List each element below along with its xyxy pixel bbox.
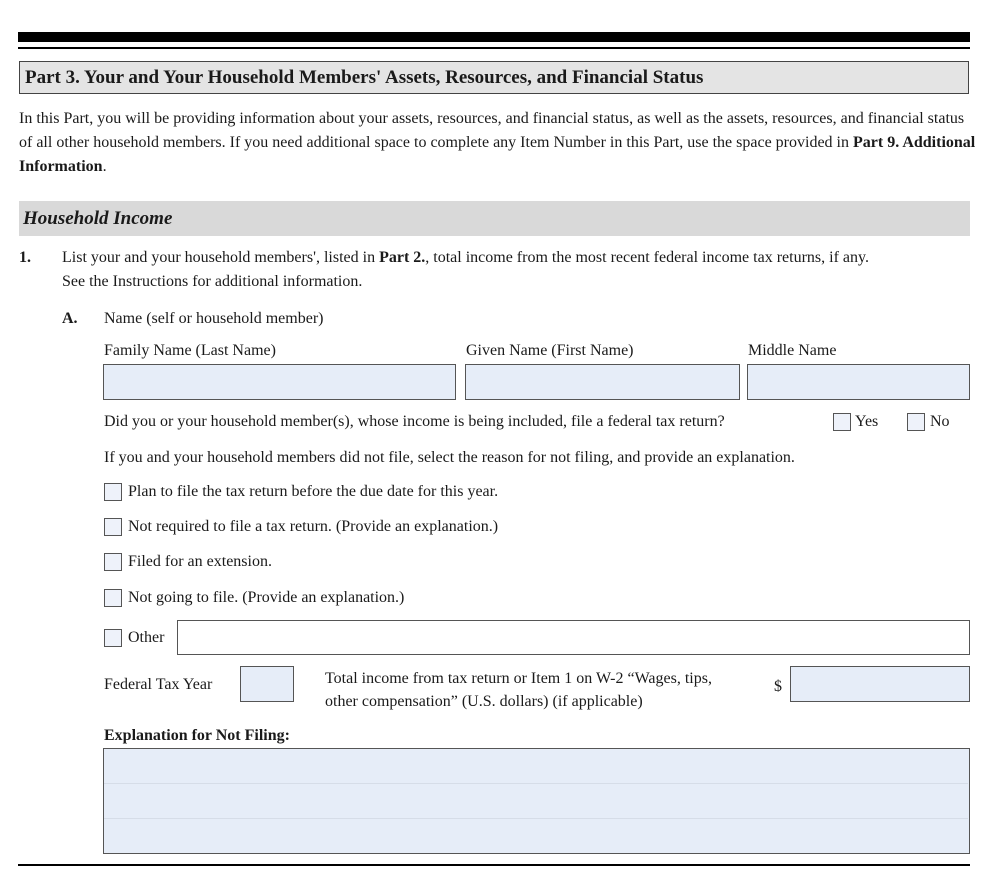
reason-extension-label: Filed for an extension. [128, 553, 272, 570]
reason-other-checkbox[interactable] [104, 629, 122, 647]
reason-not-going-label: Not going to file. (Provide an explanation.) [128, 589, 405, 606]
currency-symbol: $ [774, 678, 782, 695]
intro-bold-ref: Part 9. Additional Information [19, 134, 976, 175]
top-thin-rule [18, 47, 970, 49]
intro-paragraph [19, 107, 979, 179]
bottom-rule [18, 864, 970, 866]
family-name-label: Family Name (Last Name) [104, 342, 276, 359]
income-label-line1: Total income from tax return or Item 1 on W-2 “Wages, tips, [325, 670, 712, 687]
filed-question-text: Did you or your household member(s), whose income is being included, file a federal tax return? [104, 413, 725, 430]
middle-name-field[interactable] [747, 364, 970, 400]
tax-year-label: Federal Tax Year [104, 676, 213, 693]
section-title: Household Income [19, 201, 970, 236]
explanation-label: Explanation for Not Filing: [104, 727, 290, 744]
item-1-text-a: List your and your household members', listed in [62, 249, 380, 266]
family-name-field[interactable] [103, 364, 456, 400]
reason-not-going-checkbox[interactable] [104, 589, 122, 607]
top-thick-rule [18, 32, 970, 42]
item-number: 1. [19, 249, 31, 266]
other-reason-field[interactable] [177, 620, 970, 655]
explanation-rule-2 [104, 818, 968, 819]
reason-plan-to-file-label: Plan to file the tax return before the due date for this year. [128, 483, 499, 500]
middle-name-label: Middle Name [748, 342, 837, 359]
item-letter: A. [62, 310, 78, 327]
item-1-text [62, 248, 869, 268]
item-1-text-b: , total income from the most recent federal income tax returns, if any. [425, 249, 869, 266]
intro-text-b: . [102, 158, 107, 175]
filed-yes-checkbox[interactable] [833, 413, 851, 431]
reason-not-required-checkbox[interactable] [104, 518, 122, 536]
reason-not-required-label: Not required to file a tax return. (Provide an explanation.) [128, 518, 499, 535]
reason-extension-checkbox[interactable] [104, 553, 122, 571]
total-income-field[interactable] [790, 666, 970, 702]
given-name-label: Given Name (First Name) [466, 342, 634, 359]
given-name-field[interactable] [465, 364, 740, 400]
item-1-text-line2: See the Instructions for additional information. [62, 273, 363, 290]
explanation-rule-1 [104, 783, 968, 784]
income-label-line2: other compensation” (U.S. dollars) (if applicable) [325, 693, 643, 710]
not-filed-instruction: If you and your household members did not file, select the reason for not filing, and provide an explanation. [104, 449, 795, 466]
name-group-label: Name (self or household member) [104, 310, 324, 327]
explanation-textarea[interactable] [103, 748, 970, 854]
intro-text-a: In this Part, you will be providing information about your assets, resources, and financial status, as well as the assets, resources, and financial status of all other household members. If you need additional space to complete any Item Number in this Part, use the space provided in [19, 110, 965, 151]
tax-year-field[interactable] [240, 666, 294, 702]
filed-yes-label: Yes [855, 413, 879, 430]
reason-other-label: Other [128, 629, 165, 646]
filed-no-label: No [930, 413, 950, 430]
filed-no-checkbox[interactable] [907, 413, 925, 431]
item-1-bold-ref: Part 2. [379, 249, 426, 266]
part-title: Part 3. Your and Your Household Members' Assets, Resources, and Financial Status [19, 61, 969, 94]
reason-plan-to-file-checkbox[interactable] [104, 483, 122, 501]
